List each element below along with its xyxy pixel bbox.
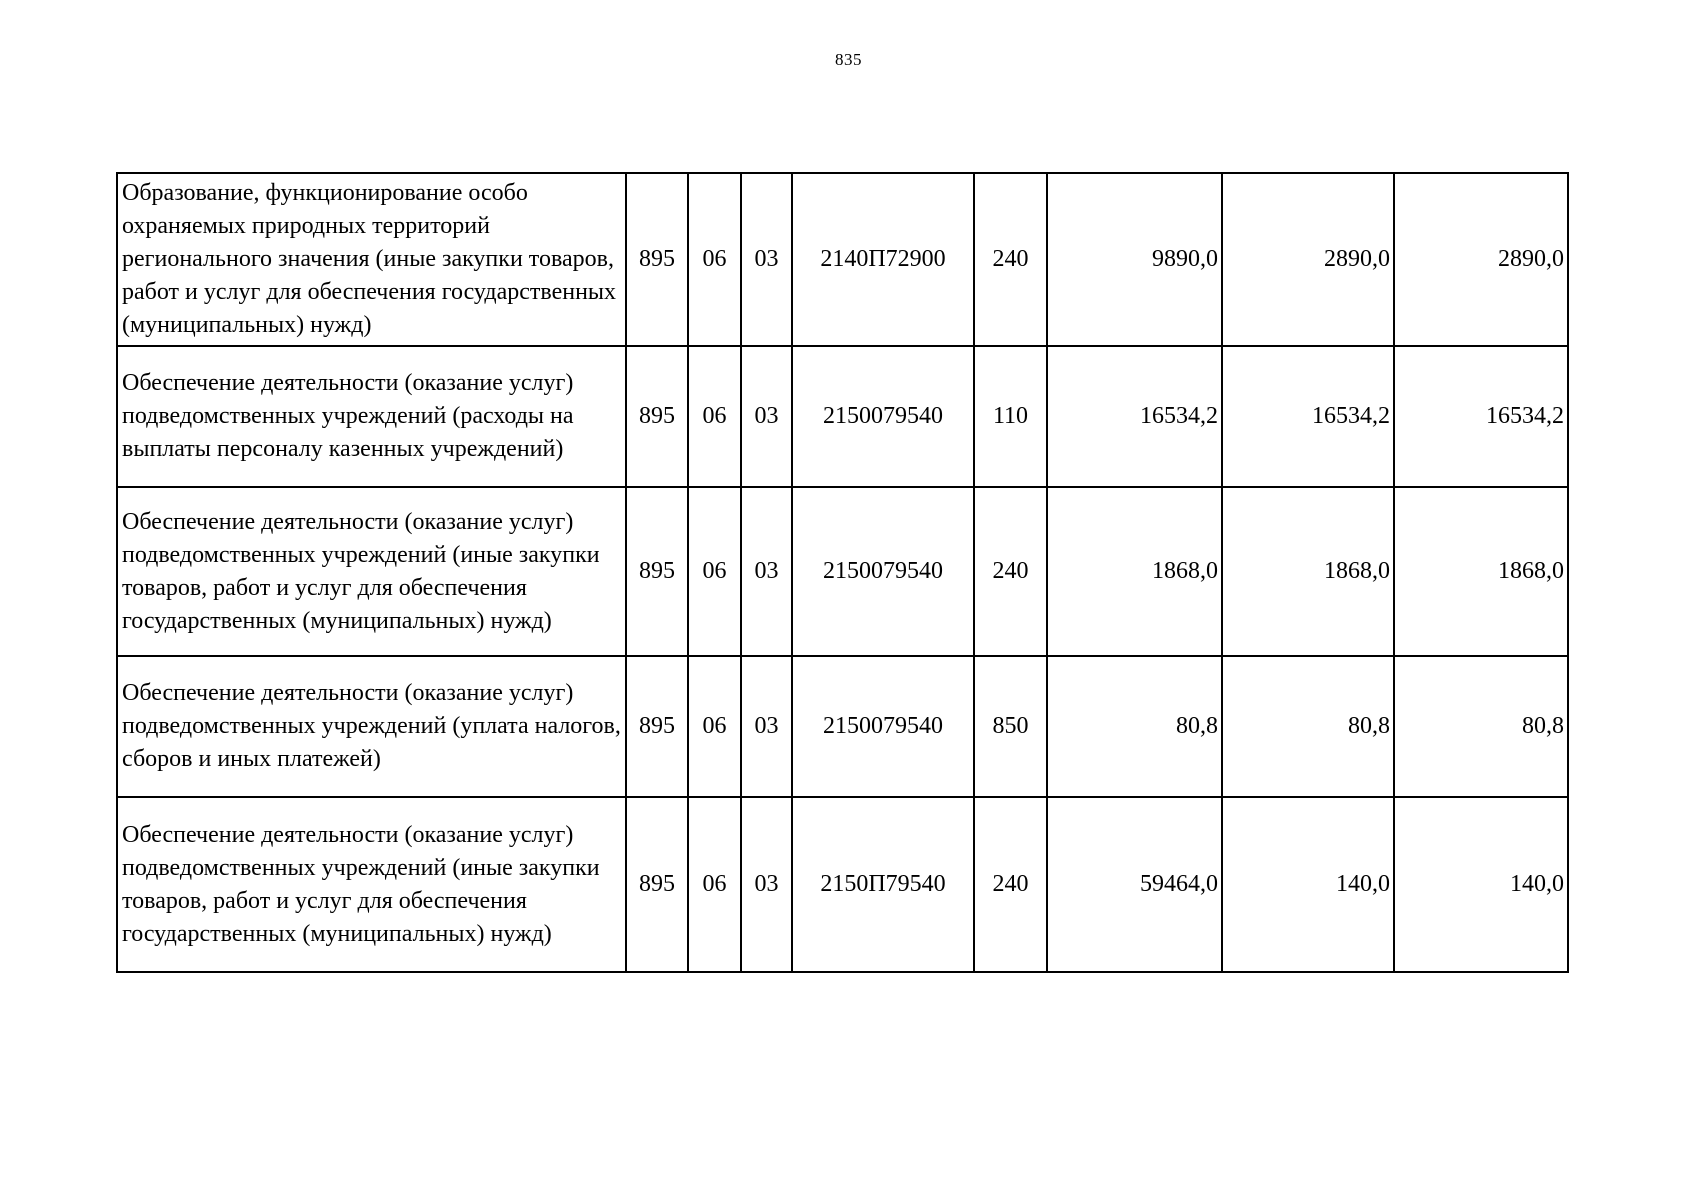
amount-year-3: 140,0: [1394, 797, 1568, 972]
amount-year-1: 59464,0: [1047, 797, 1222, 972]
amount-year-2: 2890,0: [1222, 173, 1394, 346]
amount-year-2: 140,0: [1222, 797, 1394, 972]
subsection-code: 03: [741, 656, 792, 797]
section-code: 06: [688, 346, 741, 487]
expense-type-code: 240: [974, 173, 1047, 346]
target-article-code: 2150079540: [792, 487, 974, 656]
page-number: 835: [835, 50, 862, 69]
amount-year-3: 16534,2: [1394, 346, 1568, 487]
row-description: Обеспечение деятельности (оказание услуг) подведомственных учреждений (уплата налогов, сборов и иных платежей): [117, 656, 626, 797]
expense-type-code: 110: [974, 346, 1047, 487]
amount-year-2: 16534,2: [1222, 346, 1394, 487]
target-article-code: 2140П72900: [792, 173, 974, 346]
ministry-code: 895: [626, 487, 688, 656]
section-code: 06: [688, 173, 741, 346]
row-description: Обеспечение деятельности (оказание услуг) подведомственных учреждений (иные закупки товаров, работ и услуг для обеспечения государственных (муниципальных) нужд): [117, 797, 626, 972]
amount-year-3: 2890,0: [1394, 173, 1568, 346]
amount-year-3: 1868,0: [1394, 487, 1568, 656]
table-row: [117, 487, 1568, 656]
row-description: Обеспечение деятельности (оказание услуг) подведомственных учреждений (иные закупки товаров, работ и услуг для обеспечения государственных (муниципальных) нужд): [117, 487, 626, 656]
amount-year-1: 1868,0: [1047, 487, 1222, 656]
table-row: [117, 346, 1568, 487]
amount-year-2: 1868,0: [1222, 487, 1394, 656]
subsection-code: 03: [741, 487, 792, 656]
target-article-code: 2150П79540: [792, 797, 974, 972]
ministry-code: 895: [626, 656, 688, 797]
ministry-code: 895: [626, 173, 688, 346]
expense-type-code: 850: [974, 656, 1047, 797]
amount-year-2: 80,8: [1222, 656, 1394, 797]
subsection-code: 03: [741, 346, 792, 487]
ministry-code: 895: [626, 797, 688, 972]
ministry-code: 895: [626, 346, 688, 487]
budget-table: [116, 172, 1569, 973]
section-code: 06: [688, 656, 741, 797]
section-code: 06: [688, 797, 741, 972]
row-description: Обеспечение деятельности (оказание услуг) подведомственных учреждений (расходы на выплаты персоналу казенных учреждений): [117, 346, 626, 487]
subsection-code: 03: [741, 173, 792, 346]
section-code: 06: [688, 487, 741, 656]
amount-year-3: 80,8: [1394, 656, 1568, 797]
target-article-code: 2150079540: [792, 656, 974, 797]
subsection-code: 03: [741, 797, 792, 972]
row-description: Образование, функционирование особо охраняемых природных территорий регионального значения (иные закупки товаров, работ и услуг для обеспечения государственных (муниципальных) нужд): [117, 173, 626, 346]
expense-type-code: 240: [974, 797, 1047, 972]
target-article-code: 2150079540: [792, 346, 974, 487]
table-row: [117, 797, 1568, 972]
amount-year-1: 9890,0: [1047, 173, 1222, 346]
expense-type-code: 240: [974, 487, 1047, 656]
amount-year-1: 80,8: [1047, 656, 1222, 797]
amount-year-1: 16534,2: [1047, 346, 1222, 487]
table-row: [117, 173, 1568, 346]
table-row: [117, 656, 1568, 797]
